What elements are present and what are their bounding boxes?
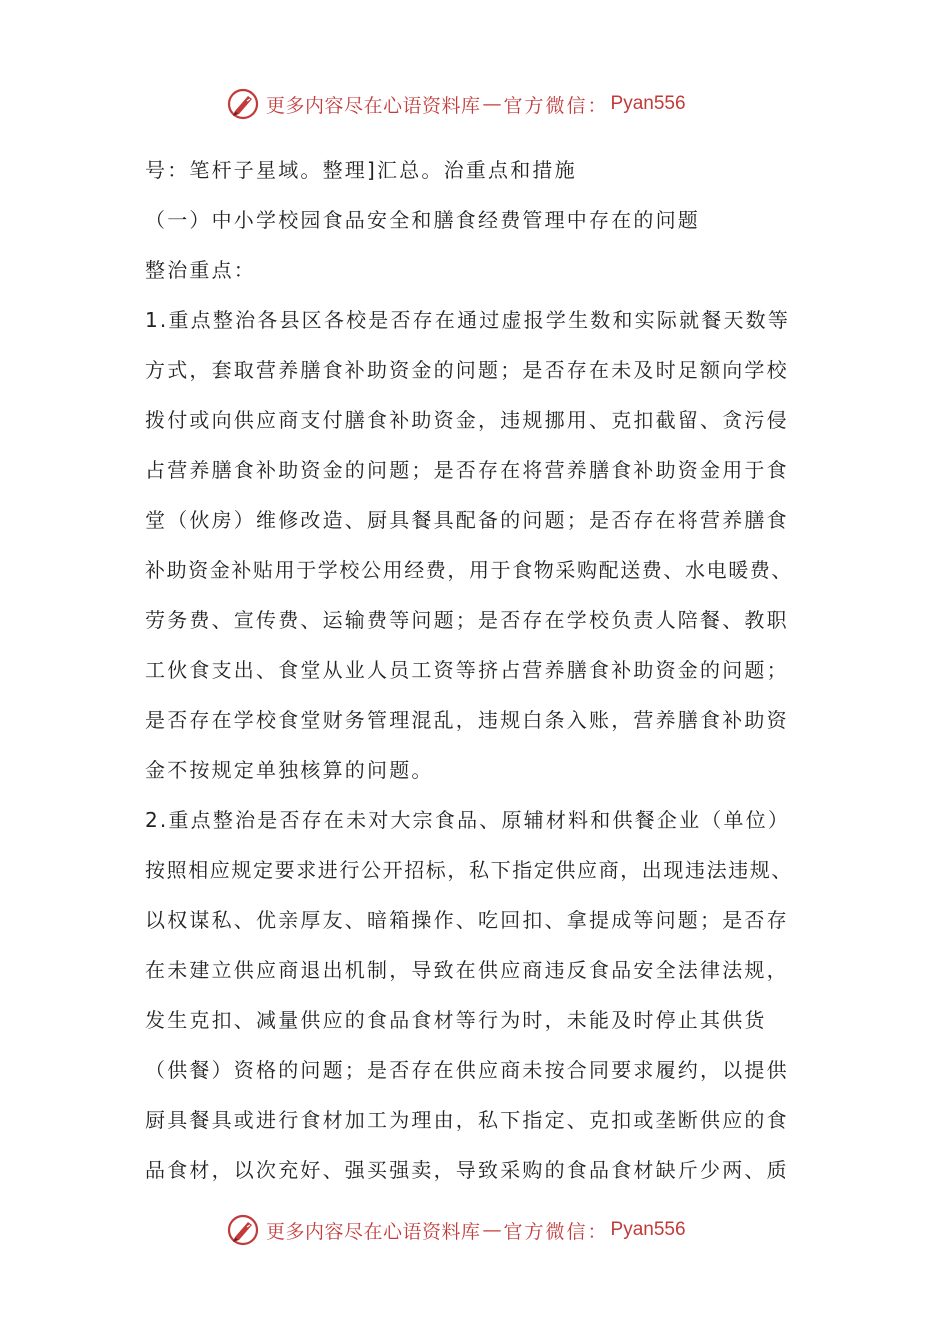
text-line: 拨付或向供应商支付膳食补助资金，违规挪用、克扣截留、贪污侵 [145,408,789,432]
text-line: 在未建立供应商退出机制，导致在供应商违反食品安全法律法规， [145,958,789,982]
pen-logo-icon [226,1213,260,1247]
text-line: 2.重点整治是否存在未对大宗食品、原辅材料和供餐企业（单位） [145,808,791,832]
text-line: 厨具餐具或进行食材加工为理由，私下指定、克扣或垄断供应的食 [145,1108,789,1132]
text-line: 劳务费、宣传费、运输费等问题；是否存在学校负责人陪餐、教职 [145,608,789,632]
watermark-label: 官方微信： [503,1220,609,1243]
text-line: 品食材，以次充好、强买强卖，导致采购的食品食材缺斤少两、质 [145,1158,789,1182]
text-line: 发生克扣、减量供应的食品食材等行为时，未能及时停止其供货 [145,1008,767,1032]
text-line: 号：笔杆子星域。整理]汇总。治重点和措施 [145,158,577,182]
text-line: 占营养膳食补助资金的问题；是否存在将营养膳食补助资金用于食 [145,458,789,482]
watermark-text: 更多内容尽在心语资料库 [266,94,481,117]
watermark-separator: — [482,93,502,115]
watermark-label: 官方微信： [503,94,609,117]
header-watermark [226,84,686,124]
watermark-wechat-id: Pyan556 [610,93,686,114]
pen-logo-icon [226,87,260,121]
text-line: 堂（伙房）维修改造、厨具餐具配备的问题；是否存在将营养膳食 [145,508,789,532]
text-line: 按照相应规定要求进行公开招标，私下指定供应商，出现违法违规、 [145,858,793,882]
watermark-wechat-id: Pyan556 [610,1219,686,1240]
document-body [145,150,825,1200]
text-line: 是否存在学校食堂财务管理混乱，违规白条入账，营养膳食补助资 [145,708,789,732]
text-line: 补助资金补贴用于学校公用经费，用于食物采购配送费、水电暖费、 [145,558,793,582]
text-line: 1.重点整治各县区各校是否存在通过虚报学生数和实际就餐天数等 [145,308,791,332]
subheading: 整治重点： [145,258,256,282]
text-line: 金不按规定单独核算的问题。 [145,758,434,782]
text-line: 方式，套取营养膳食补助资金的问题；是否存在未及时足额向学校 [145,358,789,382]
section-heading: （一）中小学校园食品安全和膳食经费管理中存在的问题 [145,208,700,232]
text-line: 工伙食支出、食堂从业人员工资等挤占营养膳食补助资金的问题； [145,658,789,682]
watermark-text: 更多内容尽在心语资料库 [266,1220,481,1243]
footer-watermark [226,1210,686,1250]
watermark-separator: — [482,1219,502,1241]
text-line: （供餐）资格的问题；是否存在供应商未按合同要求履约，以提供 [145,1058,789,1082]
text-line: 以权谋私、优亲厚友、暗箱操作、吃回扣、拿提成等问题；是否存 [145,908,789,932]
